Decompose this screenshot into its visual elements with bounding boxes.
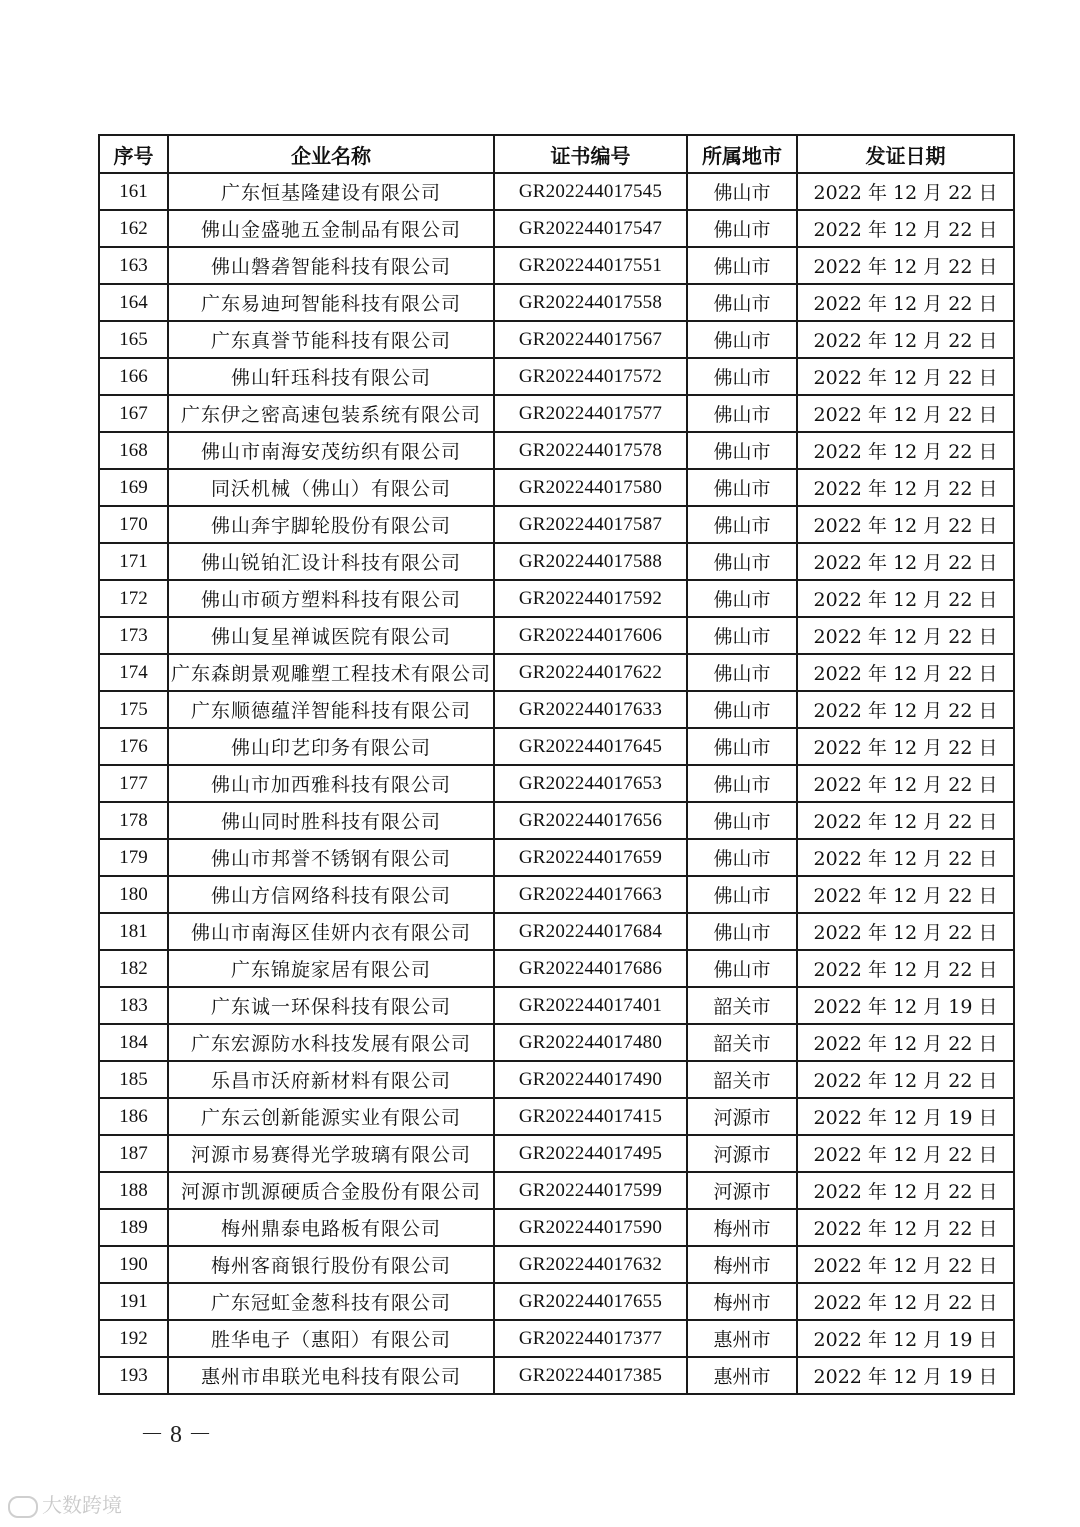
cert-cell: GR202244017686 bbox=[494, 950, 687, 987]
company-cell: 梅州客商银行股份有限公司 bbox=[168, 1246, 494, 1283]
city-cell: 梅州市 bbox=[687, 1246, 797, 1283]
company-cell: 佛山金盛驰五金制品有限公司 bbox=[168, 210, 494, 247]
date-cell: 2022 年 12 月 22 日 bbox=[797, 284, 1014, 321]
seq-cell: 182 bbox=[99, 950, 168, 987]
cert-cell: GR202244017495 bbox=[494, 1135, 687, 1172]
cert-cell: GR202244017632 bbox=[494, 1246, 687, 1283]
city-cell: 佛山市 bbox=[687, 802, 797, 839]
company-cell: 梅州鼎泰电路板有限公司 bbox=[168, 1209, 494, 1246]
seq-cell: 165 bbox=[99, 321, 168, 358]
date-cell: 2022 年 12 月 22 日 bbox=[797, 247, 1014, 284]
date-cell: 2022 年 12 月 22 日 bbox=[797, 1172, 1014, 1209]
city-cell: 佛山市 bbox=[687, 506, 797, 543]
cert-cell: GR202244017547 bbox=[494, 210, 687, 247]
table-row bbox=[99, 1209, 1014, 1246]
city-cell: 佛山市 bbox=[687, 765, 797, 802]
date-cell: 2022 年 12 月 19 日 bbox=[797, 1098, 1014, 1135]
date-cell: 2022 年 12 月 22 日 bbox=[797, 469, 1014, 506]
date-cell: 2022 年 12 月 19 日 bbox=[797, 987, 1014, 1024]
cert-cell: GR202244017577 bbox=[494, 395, 687, 432]
table-row bbox=[99, 1024, 1014, 1061]
company-cell: 同沃机械（佛山）有限公司 bbox=[168, 469, 494, 506]
city-cell: 韶关市 bbox=[687, 987, 797, 1024]
cert-cell: GR202244017655 bbox=[494, 1283, 687, 1320]
date-cell: 2022 年 12 月 19 日 bbox=[797, 1357, 1014, 1394]
city-cell: 惠州市 bbox=[687, 1320, 797, 1357]
cert-cell: GR202244017684 bbox=[494, 913, 687, 950]
city-cell: 佛山市 bbox=[687, 691, 797, 728]
city-cell: 惠州市 bbox=[687, 1357, 797, 1394]
table-row bbox=[99, 543, 1014, 580]
city-cell: 佛山市 bbox=[687, 580, 797, 617]
table-row bbox=[99, 321, 1014, 358]
table-row bbox=[99, 617, 1014, 654]
seq-cell: 166 bbox=[99, 358, 168, 395]
seq-cell: 172 bbox=[99, 580, 168, 617]
cert-cell: GR202244017663 bbox=[494, 876, 687, 913]
seq-cell: 190 bbox=[99, 1246, 168, 1283]
company-cell: 佛山市加西雅科技有限公司 bbox=[168, 765, 494, 802]
seq-cell: 179 bbox=[99, 839, 168, 876]
cert-cell: GR202244017572 bbox=[494, 358, 687, 395]
company-cell: 佛山印艺印务有限公司 bbox=[168, 728, 494, 765]
table-header-row bbox=[99, 135, 1014, 173]
company-cell: 佛山同时胜科技有限公司 bbox=[168, 802, 494, 839]
company-cell: 佛山市南海区佳妍内衣有限公司 bbox=[168, 913, 494, 950]
table-row bbox=[99, 469, 1014, 506]
city-cell: 佛山市 bbox=[687, 876, 797, 913]
date-cell: 2022 年 12 月 22 日 bbox=[797, 617, 1014, 654]
date-cell: 2022 年 12 月 22 日 bbox=[797, 654, 1014, 691]
table-row bbox=[99, 950, 1014, 987]
company-cell: 广东云创新能源实业有限公司 bbox=[168, 1098, 494, 1135]
city-cell: 佛山市 bbox=[687, 543, 797, 580]
company-cell: 广东冠虹金葱科技有限公司 bbox=[168, 1283, 494, 1320]
cert-cell: GR202244017558 bbox=[494, 284, 687, 321]
cert-cell: GR202244017415 bbox=[494, 1098, 687, 1135]
cert-cell: GR202244017590 bbox=[494, 1209, 687, 1246]
cert-cell: GR202244017377 bbox=[494, 1320, 687, 1357]
seq-cell: 188 bbox=[99, 1172, 168, 1209]
seq-cell: 177 bbox=[99, 765, 168, 802]
seq-cell: 167 bbox=[99, 395, 168, 432]
city-cell: 佛山市 bbox=[687, 432, 797, 469]
seq-cell: 193 bbox=[99, 1357, 168, 1394]
company-cell: 惠州市串联光电科技有限公司 bbox=[168, 1357, 494, 1394]
date-cell: 2022 年 12 月 22 日 bbox=[797, 876, 1014, 913]
table-row bbox=[99, 247, 1014, 284]
header-seq: 序号 bbox=[99, 135, 168, 173]
date-cell: 2022 年 12 月 19 日 bbox=[797, 1320, 1014, 1357]
date-cell: 2022 年 12 月 22 日 bbox=[797, 506, 1014, 543]
date-cell: 2022 年 12 月 22 日 bbox=[797, 913, 1014, 950]
company-cell: 广东真誉节能科技有限公司 bbox=[168, 321, 494, 358]
city-cell: 河源市 bbox=[687, 1098, 797, 1135]
seq-cell: 176 bbox=[99, 728, 168, 765]
cert-cell: GR202244017587 bbox=[494, 506, 687, 543]
city-cell: 佛山市 bbox=[687, 358, 797, 395]
header-date: 发证日期 bbox=[797, 135, 1014, 173]
date-cell: 2022 年 12 月 22 日 bbox=[797, 210, 1014, 247]
cert-cell: GR202244017480 bbox=[494, 1024, 687, 1061]
date-cell: 2022 年 12 月 22 日 bbox=[797, 1024, 1014, 1061]
cert-cell: GR202244017490 bbox=[494, 1061, 687, 1098]
cert-cell: GR202244017606 bbox=[494, 617, 687, 654]
seq-cell: 178 bbox=[99, 802, 168, 839]
seq-cell: 162 bbox=[99, 210, 168, 247]
seq-cell: 164 bbox=[99, 284, 168, 321]
date-cell: 2022 年 12 月 22 日 bbox=[797, 950, 1014, 987]
table-row bbox=[99, 395, 1014, 432]
company-cell: 佛山市硕方塑料科技有限公司 bbox=[168, 580, 494, 617]
seq-cell: 163 bbox=[99, 247, 168, 284]
city-cell: 韶关市 bbox=[687, 1024, 797, 1061]
seq-cell: 174 bbox=[99, 654, 168, 691]
seq-cell: 180 bbox=[99, 876, 168, 913]
company-cell: 乐昌市沃府新材料有限公司 bbox=[168, 1061, 494, 1098]
city-cell: 佛山市 bbox=[687, 950, 797, 987]
seq-cell: 170 bbox=[99, 506, 168, 543]
city-cell: 佛山市 bbox=[687, 839, 797, 876]
table-row bbox=[99, 284, 1014, 321]
city-cell: 佛山市 bbox=[687, 654, 797, 691]
table-row bbox=[99, 654, 1014, 691]
cert-cell: GR202244017622 bbox=[494, 654, 687, 691]
cert-cell: GR202244017401 bbox=[494, 987, 687, 1024]
company-cell: 佛山锐铂汇设计科技有限公司 bbox=[168, 543, 494, 580]
seq-cell: 183 bbox=[99, 987, 168, 1024]
company-cell: 广东易迪珂智能科技有限公司 bbox=[168, 284, 494, 321]
cert-cell: GR202244017592 bbox=[494, 580, 687, 617]
table-row bbox=[99, 691, 1014, 728]
city-cell: 梅州市 bbox=[687, 1209, 797, 1246]
date-cell: 2022 年 12 月 22 日 bbox=[797, 691, 1014, 728]
cert-cell: GR202244017633 bbox=[494, 691, 687, 728]
cert-cell: GR202244017599 bbox=[494, 1172, 687, 1209]
city-cell: 佛山市 bbox=[687, 469, 797, 506]
date-cell: 2022 年 12 月 22 日 bbox=[797, 1061, 1014, 1098]
company-cell: 河源市易赛得光学玻璃有限公司 bbox=[168, 1135, 494, 1172]
city-cell: 佛山市 bbox=[687, 247, 797, 284]
table-row bbox=[99, 1357, 1014, 1394]
company-cell: 佛山市邦誉不锈钢有限公司 bbox=[168, 839, 494, 876]
cert-cell: GR202244017578 bbox=[494, 432, 687, 469]
seq-cell: 187 bbox=[99, 1135, 168, 1172]
table-row bbox=[99, 580, 1014, 617]
date-cell: 2022 年 12 月 22 日 bbox=[797, 802, 1014, 839]
header-company: 企业名称 bbox=[168, 135, 494, 173]
date-cell: 2022 年 12 月 22 日 bbox=[797, 321, 1014, 358]
table-row bbox=[99, 1135, 1014, 1172]
seq-cell: 168 bbox=[99, 432, 168, 469]
company-cell: 广东恒基隆建设有限公司 bbox=[168, 173, 494, 210]
seq-cell: 181 bbox=[99, 913, 168, 950]
date-cell: 2022 年 12 月 22 日 bbox=[797, 1283, 1014, 1320]
table-row bbox=[99, 1246, 1014, 1283]
watermark-text: 大数跨境 bbox=[42, 1493, 122, 1517]
company-cell: 佛山方信网络科技有限公司 bbox=[168, 876, 494, 913]
seq-cell: 175 bbox=[99, 691, 168, 728]
table-row bbox=[99, 1098, 1014, 1135]
company-cell: 胜华电子（惠阳）有限公司 bbox=[168, 1320, 494, 1357]
table-row bbox=[99, 358, 1014, 395]
date-cell: 2022 年 12 月 22 日 bbox=[797, 1209, 1014, 1246]
table-row bbox=[99, 1061, 1014, 1098]
date-cell: 2022 年 12 月 22 日 bbox=[797, 765, 1014, 802]
cert-cell: GR202244017567 bbox=[494, 321, 687, 358]
date-cell: 2022 年 12 月 22 日 bbox=[797, 1135, 1014, 1172]
date-cell: 2022 年 12 月 22 日 bbox=[797, 1246, 1014, 1283]
date-cell: 2022 年 12 月 22 日 bbox=[797, 839, 1014, 876]
city-cell: 佛山市 bbox=[687, 395, 797, 432]
table-row bbox=[99, 839, 1014, 876]
company-cell: 广东森朗景观雕塑工程技术有限公司 bbox=[168, 654, 494, 691]
cert-cell: GR202244017580 bbox=[494, 469, 687, 506]
date-cell: 2022 年 12 月 22 日 bbox=[797, 543, 1014, 580]
table-row bbox=[99, 802, 1014, 839]
table-row bbox=[99, 987, 1014, 1024]
seq-cell: 189 bbox=[99, 1209, 168, 1246]
cert-cell: GR202244017588 bbox=[494, 543, 687, 580]
city-cell: 佛山市 bbox=[687, 321, 797, 358]
watermark bbox=[8, 1489, 122, 1518]
enterprise-table bbox=[98, 134, 1015, 1395]
seq-cell: 184 bbox=[99, 1024, 168, 1061]
city-cell: 韶关市 bbox=[687, 1061, 797, 1098]
date-cell: 2022 年 12 月 22 日 bbox=[797, 432, 1014, 469]
company-cell: 佛山磐砻智能科技有限公司 bbox=[168, 247, 494, 284]
city-cell: 梅州市 bbox=[687, 1283, 797, 1320]
table-row bbox=[99, 1320, 1014, 1357]
cert-cell: GR202244017645 bbox=[494, 728, 687, 765]
page-number: － 8 － bbox=[140, 1422, 212, 1448]
date-cell: 2022 年 12 月 22 日 bbox=[797, 358, 1014, 395]
table-row bbox=[99, 210, 1014, 247]
seq-cell: 161 bbox=[99, 173, 168, 210]
table-row bbox=[99, 432, 1014, 469]
header-city: 所属地市 bbox=[687, 135, 797, 173]
city-cell: 佛山市 bbox=[687, 913, 797, 950]
date-cell: 2022 年 12 月 22 日 bbox=[797, 395, 1014, 432]
watermark-logo-icon bbox=[8, 1496, 38, 1518]
seq-cell: 186 bbox=[99, 1098, 168, 1135]
city-cell: 河源市 bbox=[687, 1172, 797, 1209]
seq-cell: 169 bbox=[99, 469, 168, 506]
table-row bbox=[99, 173, 1014, 210]
cert-cell: GR202244017659 bbox=[494, 839, 687, 876]
city-cell: 佛山市 bbox=[687, 284, 797, 321]
company-cell: 广东宏源防水科技发展有限公司 bbox=[168, 1024, 494, 1061]
table-row bbox=[99, 1172, 1014, 1209]
seq-cell: 192 bbox=[99, 1320, 168, 1357]
company-cell: 佛山复星禅诚医院有限公司 bbox=[168, 617, 494, 654]
cert-cell: GR202244017653 bbox=[494, 765, 687, 802]
header-cert: 证书编号 bbox=[494, 135, 687, 173]
cert-cell: GR202244017385 bbox=[494, 1357, 687, 1394]
company-cell: 佛山市南海安茂纺织有限公司 bbox=[168, 432, 494, 469]
table-row bbox=[99, 876, 1014, 913]
company-cell: 佛山奔宇脚轮股份有限公司 bbox=[168, 506, 494, 543]
seq-cell: 171 bbox=[99, 543, 168, 580]
date-cell: 2022 年 12 月 22 日 bbox=[797, 173, 1014, 210]
seq-cell: 185 bbox=[99, 1061, 168, 1098]
table-row bbox=[99, 765, 1014, 802]
table-row bbox=[99, 1283, 1014, 1320]
table-row bbox=[99, 506, 1014, 543]
city-cell: 佛山市 bbox=[687, 728, 797, 765]
company-cell: 佛山轩珏科技有限公司 bbox=[168, 358, 494, 395]
table-row bbox=[99, 913, 1014, 950]
company-cell: 广东伊之密高速包装系统有限公司 bbox=[168, 395, 494, 432]
city-cell: 佛山市 bbox=[687, 173, 797, 210]
cert-cell: GR202244017551 bbox=[494, 247, 687, 284]
cert-cell: GR202244017656 bbox=[494, 802, 687, 839]
city-cell: 佛山市 bbox=[687, 617, 797, 654]
company-cell: 广东诚一环保科技有限公司 bbox=[168, 987, 494, 1024]
company-cell: 广东锦旋家居有限公司 bbox=[168, 950, 494, 987]
cert-cell: GR202244017545 bbox=[494, 173, 687, 210]
city-cell: 佛山市 bbox=[687, 210, 797, 247]
seq-cell: 191 bbox=[99, 1283, 168, 1320]
seq-cell: 173 bbox=[99, 617, 168, 654]
city-cell: 河源市 bbox=[687, 1135, 797, 1172]
company-cell: 广东顺德蕴洋智能科技有限公司 bbox=[168, 691, 494, 728]
date-cell: 2022 年 12 月 22 日 bbox=[797, 728, 1014, 765]
date-cell: 2022 年 12 月 22 日 bbox=[797, 580, 1014, 617]
company-cell: 河源市凯源硬质合金股份有限公司 bbox=[168, 1172, 494, 1209]
table-row bbox=[99, 728, 1014, 765]
